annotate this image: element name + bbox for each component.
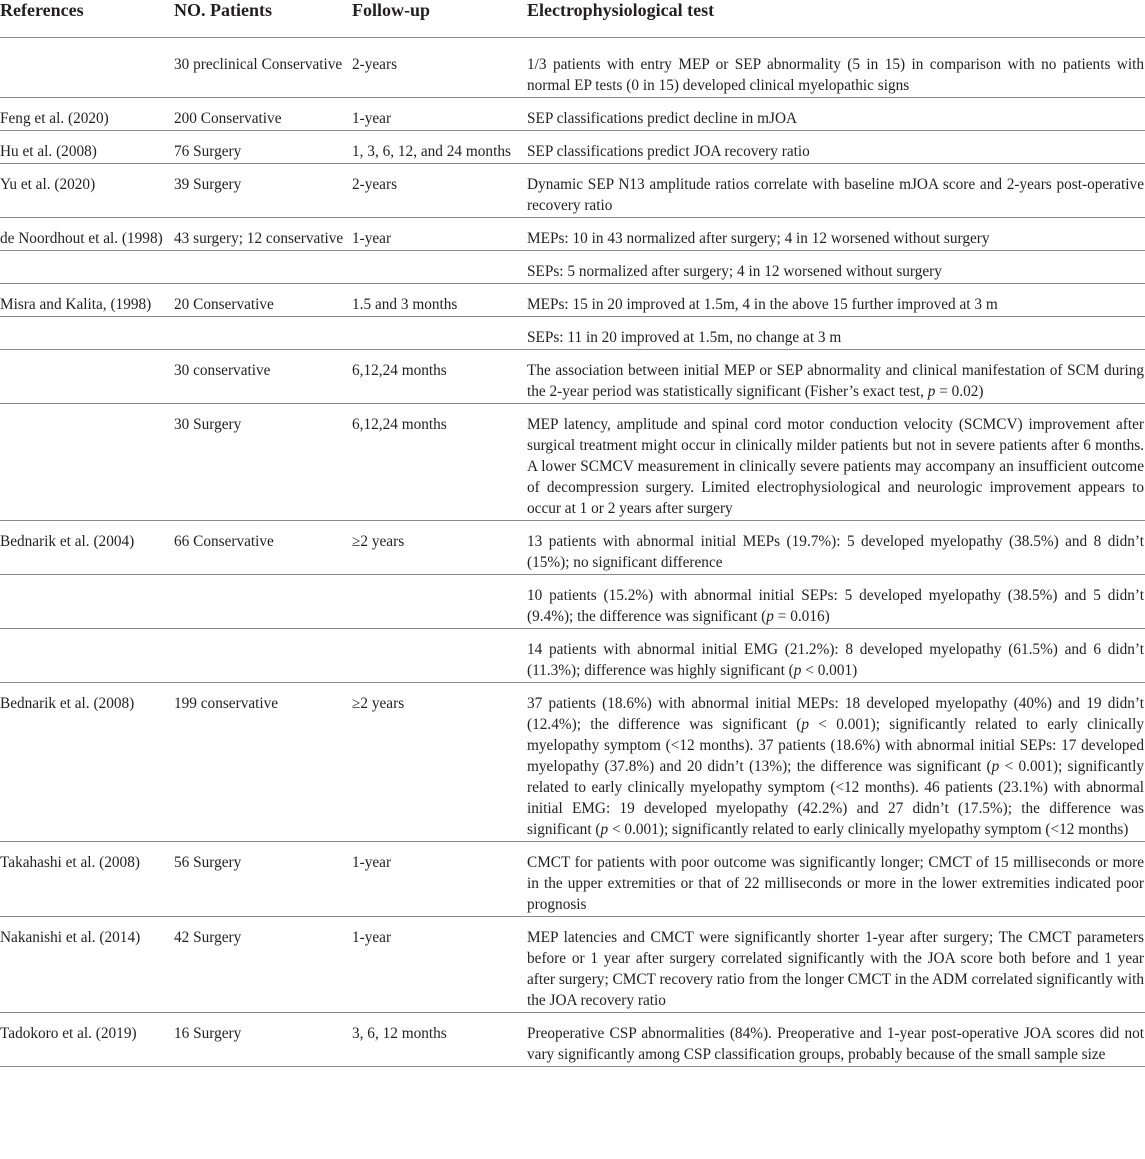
cell-follow-up: 2-years: [352, 38, 525, 98]
cell-follow-up: 1-year: [352, 98, 525, 131]
cell-reference: Bednarik et al. (2004): [0, 521, 172, 575]
table-row: [0, 350, 1145, 404]
cell-patients: 42 Surgery: [172, 917, 352, 1013]
cell-patients: [172, 317, 352, 350]
cell-follow-up: 1-year: [352, 842, 525, 917]
table-row: [0, 521, 1145, 575]
cell-reference: Hu et al. (2008): [0, 131, 172, 164]
cell-reference: [0, 629, 172, 683]
cell-patients: 66 Conservative: [172, 521, 352, 575]
cell-test: MEP latency, amplitude and spinal cord motor conduction velocity (SCMCV) improvement after surgical treatment might occur in clinically milder patients but not in severe patients after 6 months. A lower SCMCV measurement in clinically severe patients may accompany an insufficient outcome of decompression surgery. Limited electrophysiological and neurologic improvement appears to occur at 1 or 2 years after surgery: [525, 404, 1145, 521]
cell-test: 1/3 patients with entry MEP or SEP abnormality (5 in 15) in comparison with no patients with normal EP tests (0 in 15) developed clinical myelopathic signs: [525, 38, 1145, 98]
cell-follow-up: 2-years: [352, 164, 525, 218]
cell-reference: [0, 38, 172, 98]
cell-reference: [0, 575, 172, 629]
cell-test: 13 patients with abnormal initial MEPs (19.7%): 5 developed myelopathy (38.5%) and 8 didn’t (15%); no significant difference: [525, 521, 1145, 575]
table-row: [0, 629, 1145, 683]
cell-test: MEPs: 10 in 43 normalized after surgery; 4 in 12 worsened without surgery: [525, 218, 1145, 251]
cell-reference: de Noordhout et al. (1998): [0, 218, 172, 251]
cell-follow-up: ≥2 years: [352, 683, 525, 842]
cell-test: SEP classifications predict JOA recovery ratio: [525, 131, 1145, 164]
table-row: [0, 404, 1145, 521]
cell-follow-up: [352, 317, 525, 350]
cell-reference: Nakanishi et al. (2014): [0, 917, 172, 1013]
cell-patients: 56 Surgery: [172, 842, 352, 917]
table-row: [0, 842, 1145, 917]
table-header: [0, 0, 1145, 38]
cell-test: MEPs: 15 in 20 improved at 1.5m, 4 in the above 15 further improved at 3 m: [525, 284, 1145, 317]
cell-test: CMCT for patients with poor outcome was significantly longer; CMCT of 15 milliseconds or more in the upper extremities or that of 22 milliseconds or more in the lower extremities indicated poor prognosis: [525, 842, 1145, 917]
table-row: [0, 917, 1145, 1013]
cell-test: 10 patients (15.2%) with abnormal initial SEPs: 5 developed myelopathy (38.5%) and 5 didn’t (9.4%); the difference was significant (p = 0.016): [525, 575, 1145, 629]
table-body: [0, 38, 1145, 1067]
cell-patients: [172, 629, 352, 683]
header-electrophysiological-test: Electrophysiological test: [525, 0, 1145, 38]
cell-test: Dynamic SEP N13 amplitude ratios correlate with baseline mJOA score and 2-years post-operative recovery ratio: [525, 164, 1145, 218]
table-row: [0, 683, 1145, 842]
table-row: [0, 218, 1145, 251]
table-row: [0, 284, 1145, 317]
cell-follow-up: [352, 629, 525, 683]
header-patients: NO. Patients: [172, 0, 352, 38]
cell-patients: 30 conservative: [172, 350, 352, 404]
cell-patients: 199 conservative: [172, 683, 352, 842]
header-row: [0, 0, 1145, 38]
cell-test: SEPs: 11 in 20 improved at 1.5m, no change at 3 m: [525, 317, 1145, 350]
cell-patients: [172, 575, 352, 629]
cell-reference: Yu et al. (2020): [0, 164, 172, 218]
cell-reference: Bednarik et al. (2008): [0, 683, 172, 842]
cell-reference: [0, 404, 172, 521]
cell-reference: [0, 350, 172, 404]
cell-follow-up: ≥2 years: [352, 521, 525, 575]
cell-follow-up: 1, 3, 6, 12, and 24 months: [352, 131, 525, 164]
cell-patients: [172, 251, 352, 284]
cell-patients: 76 Surgery: [172, 131, 352, 164]
cell-patients: 43 surgery; 12 conservative: [172, 218, 352, 251]
cell-patients: 39 Surgery: [172, 164, 352, 218]
cell-test: SEP classifications predict decline in mJOA: [525, 98, 1145, 131]
cell-follow-up: 6,12,24 months: [352, 404, 525, 521]
cell-follow-up: [352, 251, 525, 284]
cell-reference: Misra and Kalita, (1998): [0, 284, 172, 317]
table-row: [0, 317, 1145, 350]
cell-reference: Tadokoro et al. (2019): [0, 1013, 172, 1067]
cell-patients: 30 Surgery: [172, 404, 352, 521]
table-row: [0, 251, 1145, 284]
cell-test: Preoperative CSP abnormalities (84%). Preoperative and 1-year post-operative JOA scores did not vary significantly among CSP classification groups, probably because of the small sample size: [525, 1013, 1145, 1067]
cell-follow-up: 1-year: [352, 218, 525, 251]
table-row: [0, 131, 1145, 164]
cell-test: MEP latencies and CMCT were significantly shorter 1-year after surgery; The CMCT parameters before or 1 year after surgery correlated significantly with the JOA score both before and 1 year after surgery; CMCT recovery ratio from the longer CMCT in the ADM correlated significantly with the JOA recovery ratio: [525, 917, 1145, 1013]
cell-test: SEPs: 5 normalized after surgery; 4 in 12 worsened without surgery: [525, 251, 1145, 284]
header-follow-up: Follow-up: [352, 0, 525, 38]
cell-patients: 200 Conservative: [172, 98, 352, 131]
table-row: [0, 38, 1145, 98]
cell-follow-up: 6,12,24 months: [352, 350, 525, 404]
table-row: [0, 98, 1145, 131]
cell-reference: [0, 251, 172, 284]
table-row: [0, 575, 1145, 629]
cell-reference: Takahashi et al. (2008): [0, 842, 172, 917]
cell-test: 37 patients (18.6%) with abnormal initial MEPs: 18 developed myelopathy (40%) and 19 didn’t (12.4%); the difference was significant (p < 0.001); significantly related to early clinically myelopathy symptom (<12 months). 37 patients (18.6%) with abnormal initial SEPs: 17 developed myelopathy (37.8%) and 20 didn’t (13%); the difference was significant (p < 0.001); significantly related to early clinically myelopathy symptom (<12 months). 46 patients (23.1%) with abnormal initial EMG: 19 developed myelopathy (42.2%) and 27 didn’t (17.5%); the difference was significant (p < 0.001); significantly related to early clinically myelopathy symptom (<12 months): [525, 683, 1145, 842]
cell-test: The association between initial MEP or SEP abnormality and clinical manifestation of SCM during the 2-year period was statistically significant (Fisher’s exact test, p = 0.02): [525, 350, 1145, 404]
cell-patients: 16 Surgery: [172, 1013, 352, 1067]
cell-follow-up: 3, 6, 12 months: [352, 1013, 525, 1067]
cell-reference: [0, 317, 172, 350]
cell-follow-up: 1.5 and 3 months: [352, 284, 525, 317]
cell-reference: Feng et al. (2020): [0, 98, 172, 131]
cell-follow-up: 1-year: [352, 917, 525, 1013]
header-references: References: [0, 0, 172, 38]
cell-test: 14 patients with abnormal initial EMG (21.2%): 8 developed myelopathy (61.5%) and 6 didn’t (11.3%); difference was highly significant (p < 0.001): [525, 629, 1145, 683]
cell-patients: 20 Conservative: [172, 284, 352, 317]
cell-patients: 30 preclinical Conservative: [172, 38, 352, 98]
table-row: [0, 1013, 1145, 1067]
table-row: [0, 164, 1145, 218]
cell-follow-up: [352, 575, 525, 629]
